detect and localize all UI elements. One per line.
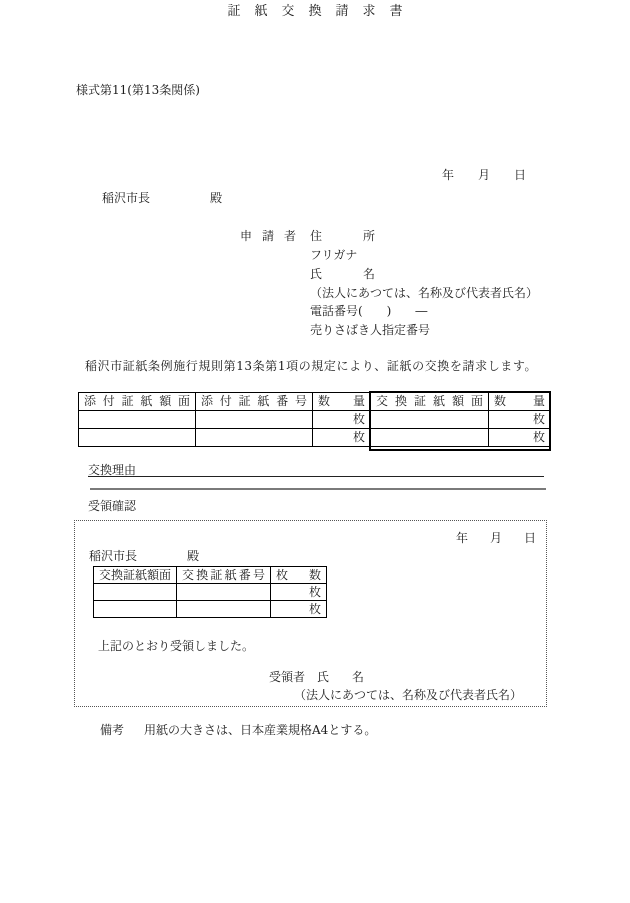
day-label: 日 [524,531,537,545]
month-label: 月 [490,531,503,545]
exchange-reason-field-line2 [90,474,546,490]
exchange-quantity-unit-cell: 枚 [489,429,551,447]
col-attached-face: 添付証紙額面 [79,393,196,411]
col-exchange-quantity: 数量 [489,393,551,411]
applicant-label: 申請者 [240,229,296,243]
receipt-section-label: 受領確認 [88,499,137,513]
exchange-face-cell [94,584,177,601]
form-number: 様式第11(第13条関係) [76,83,200,97]
addressee-name: 稲沢市長 [102,191,151,205]
request-date-line [442,166,526,183]
exchange-face-cell [371,429,489,447]
month-label: 月 [478,168,491,182]
attached-number-cell [196,411,313,429]
sheet-count-unit-cell: 枚 [271,601,327,618]
receipt-confirmation-box [74,520,547,707]
exchange-number-cell [177,601,271,618]
receiver-name-line [269,668,364,685]
exchange-face-cell [371,411,489,429]
day-label: 日 [514,168,527,182]
col-quantity: 数量 [313,393,371,411]
exchange-reason-label: 交換理由 [88,463,137,477]
exchange-quantity-unit-cell: 枚 [489,411,551,429]
honorific: 殿 [210,191,223,205]
exchange-table-container [78,392,551,447]
applicant-furigana-label: フリガナ [310,248,358,262]
exchange-table-row-2 [79,429,551,447]
exchange-table-row-1 [79,411,551,429]
receiver-label: 受領者 [269,670,306,684]
receipt-corporation-note: （法人にあつては、名称及び代表者氏名） [294,688,523,702]
attached-face-cell [79,429,196,447]
applicant-name-label: 氏名 [310,267,375,281]
year-label: 年 [442,168,455,182]
received-statement: 上記のとおり受領しました。 [98,639,255,653]
addressee-line [102,189,222,206]
receipt-table-row-1 [94,584,327,601]
receipt-table-row-2 [94,601,327,618]
honorific: 殿 [187,549,200,563]
col-exchange-face: 交換証紙額面 [371,393,489,411]
receipt-table-header-row [94,567,327,584]
quantity-unit-cell: 枚 [313,411,371,429]
col-exchange-number: 交換証紙番号 [177,567,271,584]
remarks-line [100,721,376,738]
exchange-request-table [78,392,551,447]
col-exchange-face: 交換証紙額面 [94,567,177,584]
attached-number-cell [196,429,313,447]
col-sheet-count: 枚数 [271,567,327,584]
year-label: 年 [456,531,469,545]
remarks-text: 用紙の大きさは、日本産業規格A4とする。 [144,723,377,737]
applicant-phone-label: 電話番号( ) ― [310,304,428,318]
addressee-name: 稲沢市長 [89,549,138,563]
applicant-corporation-note: （法人にあつては、名称及び代表者氏名） [310,286,539,300]
applicant-address-label: 住所 [310,229,375,243]
receipt-date-line [456,529,536,546]
receiver-name-label: 氏名 [317,670,365,684]
exchange-table-header-row [79,393,551,411]
exchange-face-cell [94,601,177,618]
sheet-count-unit-cell: 枚 [271,584,327,601]
receipt-addressee-line [89,547,199,564]
exchange-number-cell [177,584,271,601]
request-statement: 稲沢市証紙条例施行規則第13条第1項の規定により、証紙の交換を請求します。 [85,359,538,373]
quantity-unit-cell: 枚 [313,429,371,447]
receipt-table-container [93,566,327,618]
receipt-table [93,566,327,618]
applicant-seller-id-label: 売りさばき人指定番号 [310,323,431,337]
attached-face-cell [79,411,196,429]
remarks-label: 備考 [100,723,125,737]
page-title: 証紙交換請求書 [227,4,417,19]
col-attached-number: 添付証紙番号 [196,393,313,411]
